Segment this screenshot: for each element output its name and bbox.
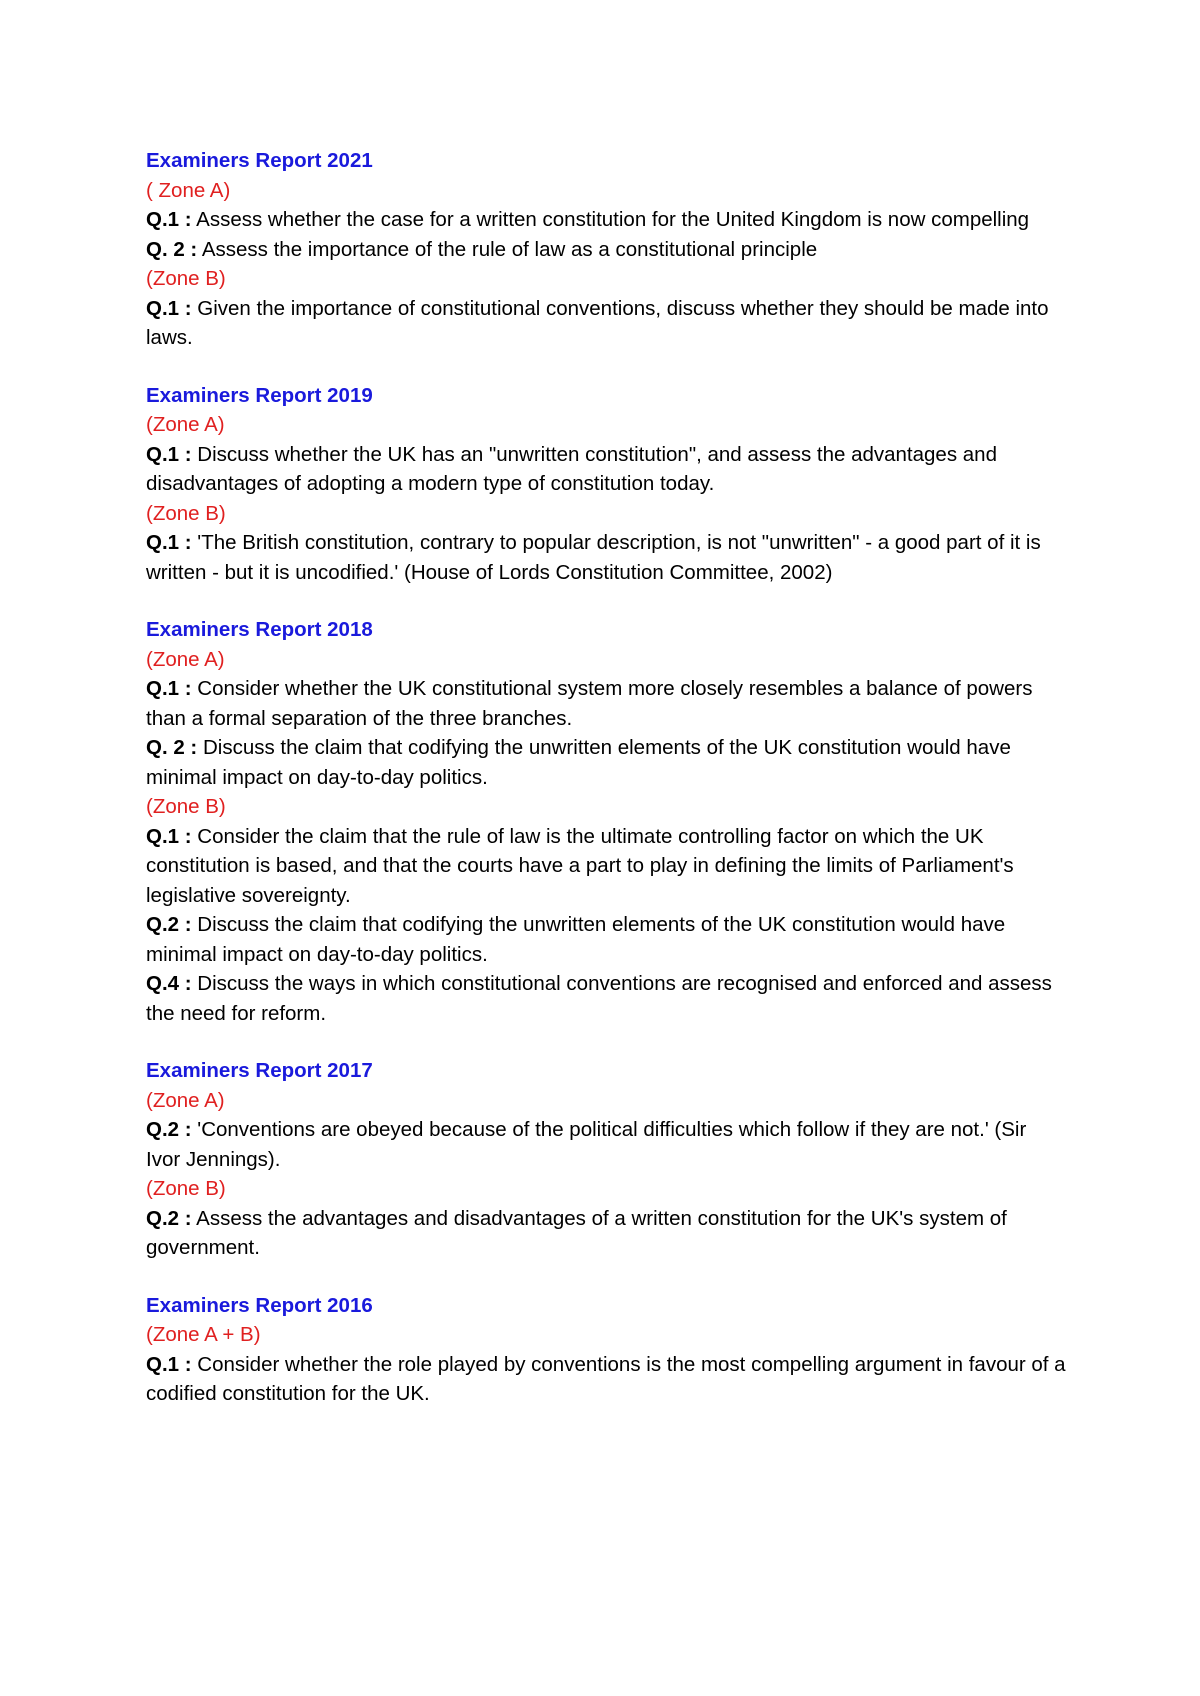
question: [146, 1204, 1066, 1263]
question-number: Q.1 :: [146, 208, 192, 231]
question-text: Consider whether the role played by conventions is the most compelling argument in favour of a codified constitution for the UK.: [146, 1352, 1066, 1405]
question: [146, 822, 1066, 911]
question: [146, 674, 1066, 733]
question-text: Discuss the ways in which constitutional conventions are recognised and enforced and assess the need for reform.: [146, 972, 1052, 1025]
question-number: Q.4 :: [146, 972, 192, 995]
zone-label: (Zone A + B): [146, 1323, 261, 1346]
question: [146, 528, 1066, 587]
zone-label: (Zone B): [146, 1177, 226, 1200]
question-text: 'Conventions are obeyed because of the political difficulties which follow if they are not.' (Sir Ivor Jennings).: [146, 1118, 1027, 1171]
question-text: Discuss the claim that codifying the unwritten elements of the UK constitution would have minimal impact on day-to-day politics.: [146, 736, 1011, 789]
report-title: Examiners Report 2018: [146, 618, 373, 641]
question: [146, 969, 1066, 1028]
question-text: 'The British constitution, contrary to popular description, is not "unwritten" - a good part of it is written - but it is uncodified.' (House of Lords Constitution Committee, 2002): [146, 531, 1041, 584]
question-text: Discuss the claim that codifying the unwritten elements of the UK constitution would have minimal impact on day-to-day politics.: [146, 913, 1006, 966]
zone-label: ( Zone A): [146, 178, 231, 202]
question-number: Q.1 :: [146, 677, 192, 700]
question-text: Assess the importance of the rule of law as a constitutional principle: [197, 237, 818, 261]
report-title: Examiners Report 2019: [146, 383, 373, 407]
report-section: [146, 381, 1066, 588]
question: [146, 205, 1066, 235]
question-number: Q. 2 :: [146, 736, 198, 759]
question-text: Consider whether the UK constitutional system more closely resembles a balance of powers than a formal separation of the three branches.: [146, 677, 1033, 730]
question-number: Q.1 :: [146, 824, 192, 848]
question-number: Q. 2 :: [146, 237, 198, 261]
zone-label: (Zone B): [146, 501, 226, 525]
question: [146, 1115, 1066, 1174]
question-number: Q.1 :: [146, 442, 192, 466]
question: [146, 733, 1066, 792]
question-text: Assess whether the case for a written constitution for the United Kingdom is now compelling: [191, 208, 1030, 231]
question-text: Given the importance of constitutional conventions, discuss whether they should be made into laws.: [146, 296, 1049, 349]
question-text: Assess the advantages and disadvantages of a written constitution for the UK's system of government.: [146, 1206, 1007, 1259]
question: [146, 235, 1066, 265]
report-section: [146, 146, 1066, 353]
zone-label: (Zone A): [146, 1088, 225, 1112]
question-text: Consider the claim that the rule of law is the ultimate controlling factor on which the UK constitution is based, and that the courts have a part to play in defining the limits of Parliament's legislative sovereignty.: [146, 824, 1014, 907]
report-section: [146, 615, 1066, 1028]
question: [146, 910, 1066, 969]
question-number: Q.1 :: [146, 1352, 192, 1376]
report-title: Examiners Report 2017: [146, 1059, 373, 1082]
question-text: Discuss whether the UK has an "unwritten constitution", and assess the advantages and disadvantages of adopting a modern type of constitution today.: [146, 442, 997, 495]
zone-label: (Zone B): [146, 267, 226, 290]
zone-label: (Zone B): [146, 795, 226, 818]
report-title: Examiners Report 2016: [146, 1293, 373, 1317]
question-number: Q.1 :: [146, 531, 192, 554]
question-number: Q.2 :: [146, 1206, 192, 1230]
question-number: Q.2 :: [146, 1118, 192, 1141]
report-section: [146, 1291, 1066, 1409]
report-title: Examiners Report 2021: [146, 149, 373, 172]
zone-label: (Zone A): [146, 647, 225, 671]
document-page: [146, 146, 1066, 1437]
zone-label: (Zone A): [146, 413, 225, 436]
question-number: Q.1 :: [146, 296, 192, 320]
question: [146, 1350, 1066, 1409]
question: [146, 440, 1066, 499]
question-number: Q.2 :: [146, 913, 192, 936]
question: [146, 294, 1066, 353]
report-section: [146, 1056, 1066, 1263]
